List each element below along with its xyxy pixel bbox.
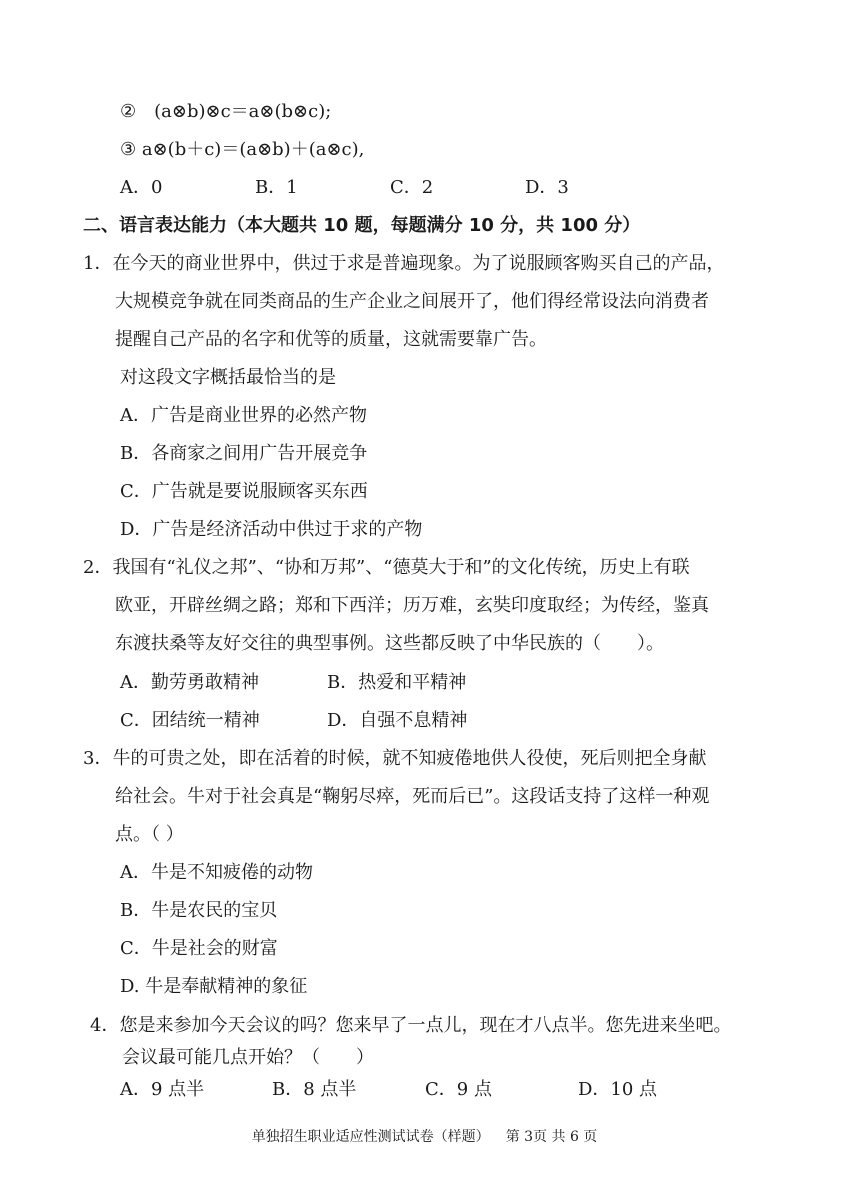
page-footer: [0, 1127, 849, 1147]
prev-question-item-2: ② (a⊗b)⊗c＝a⊗(b⊗c);: [120, 101, 332, 122]
q3-text-line-2: 给社会。牛对于社会真是“鞠躬尽瘁，死而后已”。这段话支持了这样一种观: [115, 786, 710, 807]
section-heading: 二、语言表达能力（本大题共 10 题，每题满分 10 分，共 100 分）: [83, 215, 641, 236]
q3-option-c: C．牛是社会的财富: [120, 938, 278, 959]
q4-text-line-2: 会议最可能几点开始？（ ）: [122, 1047, 374, 1068]
q1-option-b: B．各商家之间用广告开展竞争: [120, 443, 368, 464]
footer-exam-title: 单独招生职业适应性测试试卷（样题）: [251, 1129, 490, 1145]
q1-option-d: D．广告是经济活动中供过于求的产物: [120, 519, 423, 540]
prev-question-item-3: ③ a⊗(b＋c)＝(a⊗b)＋(a⊗c),: [120, 139, 365, 160]
q1-option-c: C．广告就是要说服顾客买东西: [120, 481, 368, 502]
q2-option-b: B．热爱和平精神: [327, 672, 467, 693]
q3-text-line-1: 3．牛的可贵之处，即在活着的时候，就不知疲倦地供人役使，死后则把全身献: [83, 748, 707, 769]
q3-text-line-3: 点。（ ）: [115, 824, 184, 845]
q4-option-b: B．8 点半: [272, 1079, 357, 1100]
q3-option-d: D. 牛是奉献精神的象征: [120, 976, 308, 997]
q1-text-line-2: 大规模竞争就在同类商品的生产企业之间展开了，他们得经常设法向消费者: [115, 291, 709, 312]
q2-text-line-1: 2．我国有“礼仪之邦”、“协和万邦”、“德莫大于和”的文化传统，历史上有联: [83, 557, 690, 578]
q4-option-d: D．10 点: [578, 1079, 658, 1100]
prev-option-c: C．2: [390, 177, 434, 198]
q4-option-a: A．9 点半: [120, 1079, 205, 1100]
q1-option-a: A．广告是商业世界的必然产物: [120, 405, 367, 426]
q1-text-line-1: 1．在今天的商业世界中，供过于求是普遍现象。为了说服顾客购买自己的产品，: [83, 253, 725, 274]
q2-option-c: C．团结统一精神: [120, 710, 260, 731]
q2-text-line-3: 东渡扶桑等友好交往的典型事例。这些都反映了中华民族的（ ）。: [115, 633, 664, 654]
q2-option-d: D．自强不息精神: [327, 710, 468, 731]
q1-text-line-3: 提醒自己产品的名字和优等的质量，这就需要靠广告。: [115, 329, 547, 350]
q1-prompt: 对这段文字概括最恰当的是: [120, 367, 336, 388]
prev-option-b: B．1: [255, 177, 298, 198]
q4-text-line-1: 4．您是来参加今天会议的吗？您来早了一点儿，现在才八点半。您先进来坐吧。: [90, 1015, 732, 1036]
q3-option-b: B．牛是农民的宝贝: [120, 900, 278, 921]
q4-option-c: C．9 点: [425, 1079, 492, 1100]
prev-option-a: A．0: [120, 177, 163, 198]
footer-page-number: 第 3页 共 6 页: [505, 1129, 598, 1145]
prev-option-d: D．3: [525, 177, 569, 198]
q2-text-line-2: 欧亚，开辟丝绸之路；郑和下西洋；历万难，玄奘印度取经；为传经，鉴真: [115, 595, 709, 616]
q2-option-a: A．勤劳勇敢精神: [120, 672, 259, 693]
q3-option-a: A．牛是不知疲倦的动物: [120, 862, 313, 883]
